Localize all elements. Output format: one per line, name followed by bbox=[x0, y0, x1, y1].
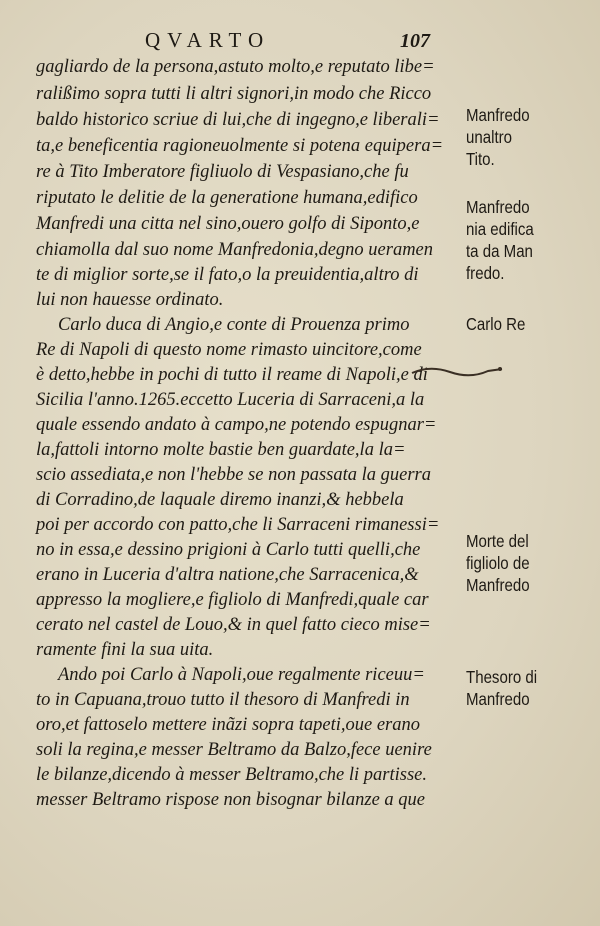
margin-note-morte: Morte del figliolo de Manfredo bbox=[466, 531, 530, 595]
text-line: ramente fini la sua uita. bbox=[36, 640, 214, 660]
text-line: appresso la mogliere,e figliolo di Manfredi,quale car bbox=[36, 590, 429, 610]
text-line: cerato nel castel de Louo,& in quel fatto cieco mise= bbox=[36, 615, 431, 635]
text-line: lui non hauesse ordinato. bbox=[36, 290, 224, 310]
text-line: erano in Luceria d'altra natione,che Sarracenica,& bbox=[36, 565, 419, 585]
text-line: le bilanze,dicendo à messer Beltramo,che li partisse. bbox=[36, 765, 428, 785]
text-line: scio assediata,e non l'hebbe se non passata la guerra bbox=[36, 465, 431, 485]
text-line: di Corradino,de laquale diremo inanzi,& hebbela bbox=[36, 490, 404, 510]
text-line: Carlo duca di Angio,e conte di Prouenza primo bbox=[58, 315, 410, 335]
running-header: QVARTO bbox=[145, 28, 271, 52]
margin-note-manfredonia: Manfredo nia edifica ta da Man fredo. bbox=[466, 197, 534, 283]
text-line: chiamolla dal suo nome Manfredonia,degno ueramen bbox=[36, 240, 434, 260]
text-line: baldo historico scriue di lui,che di ingegno,e liberali= bbox=[36, 110, 440, 130]
margin-note-carlo-re: Carlo Re bbox=[466, 314, 526, 334]
text-line: Re di Napoli di questo nome rimasto uincitore,come bbox=[36, 340, 422, 360]
text-line: Ando poi Carlo à Napoli,oue regalmente riceuu= bbox=[58, 665, 425, 685]
text-line: Sicilia l'anno.1265.eccetto Luceria di Sarraceni,a la bbox=[36, 390, 425, 410]
margin-note-manfredo-tito: Manfredo unaltro Tito. bbox=[466, 105, 530, 169]
margin-note-thesoro: Thesoro di Manfredo bbox=[466, 667, 538, 709]
text-line: ta,e beneficentia ragioneuolmente si potena equipera= bbox=[36, 136, 444, 156]
text-line: poi per accordo con patto,che li Sarraceni rimanessi= bbox=[36, 515, 440, 535]
text-line: Manfredi una citta nel sino,ouero golfo di Siponto,e bbox=[36, 214, 420, 234]
text-line: no in essa,e dessino prigioni à Carlo tutti quelli,che bbox=[36, 540, 421, 560]
text-line: oro,et fattoselo mettere inãzi sopra tapeti,oue erano bbox=[36, 715, 421, 735]
text-line: la,fattoli intorno molte bastie ben guardate,la la= bbox=[36, 440, 406, 460]
text-line: ralißimo sopra tutti li altri signori,in modo che Ricco bbox=[36, 84, 432, 104]
text-line: gagliardo de la persona,astuto molto,e reputato libe= bbox=[36, 57, 435, 77]
text-line: è detto,hebbe in pochi di tutto il reame di Napoli,e di bbox=[36, 365, 428, 385]
margin-notes bbox=[460, 0, 600, 926]
text-line: quale essendo andato à campo,ne potendo espugnar= bbox=[36, 415, 437, 435]
text-line: re à Tito Imberatore figliuolo di Vespasiano,che fu bbox=[36, 162, 409, 182]
text-line: riputato le delitie de la generatione humana,edifico bbox=[36, 188, 418, 208]
page-number: 107 bbox=[400, 30, 430, 52]
text-line: te di miglior sorte,se il fato,o la preuidentia,altro di bbox=[36, 265, 419, 285]
text-line: messer Beltramo rispose non bisognar bilanze a que bbox=[36, 790, 425, 810]
text-line: to in Capuana,trouo tutto il thesoro di Manfredi in bbox=[36, 690, 410, 710]
text-line: soli la regina,e messer Beltramo da Balzo,fece uenire bbox=[36, 740, 432, 760]
